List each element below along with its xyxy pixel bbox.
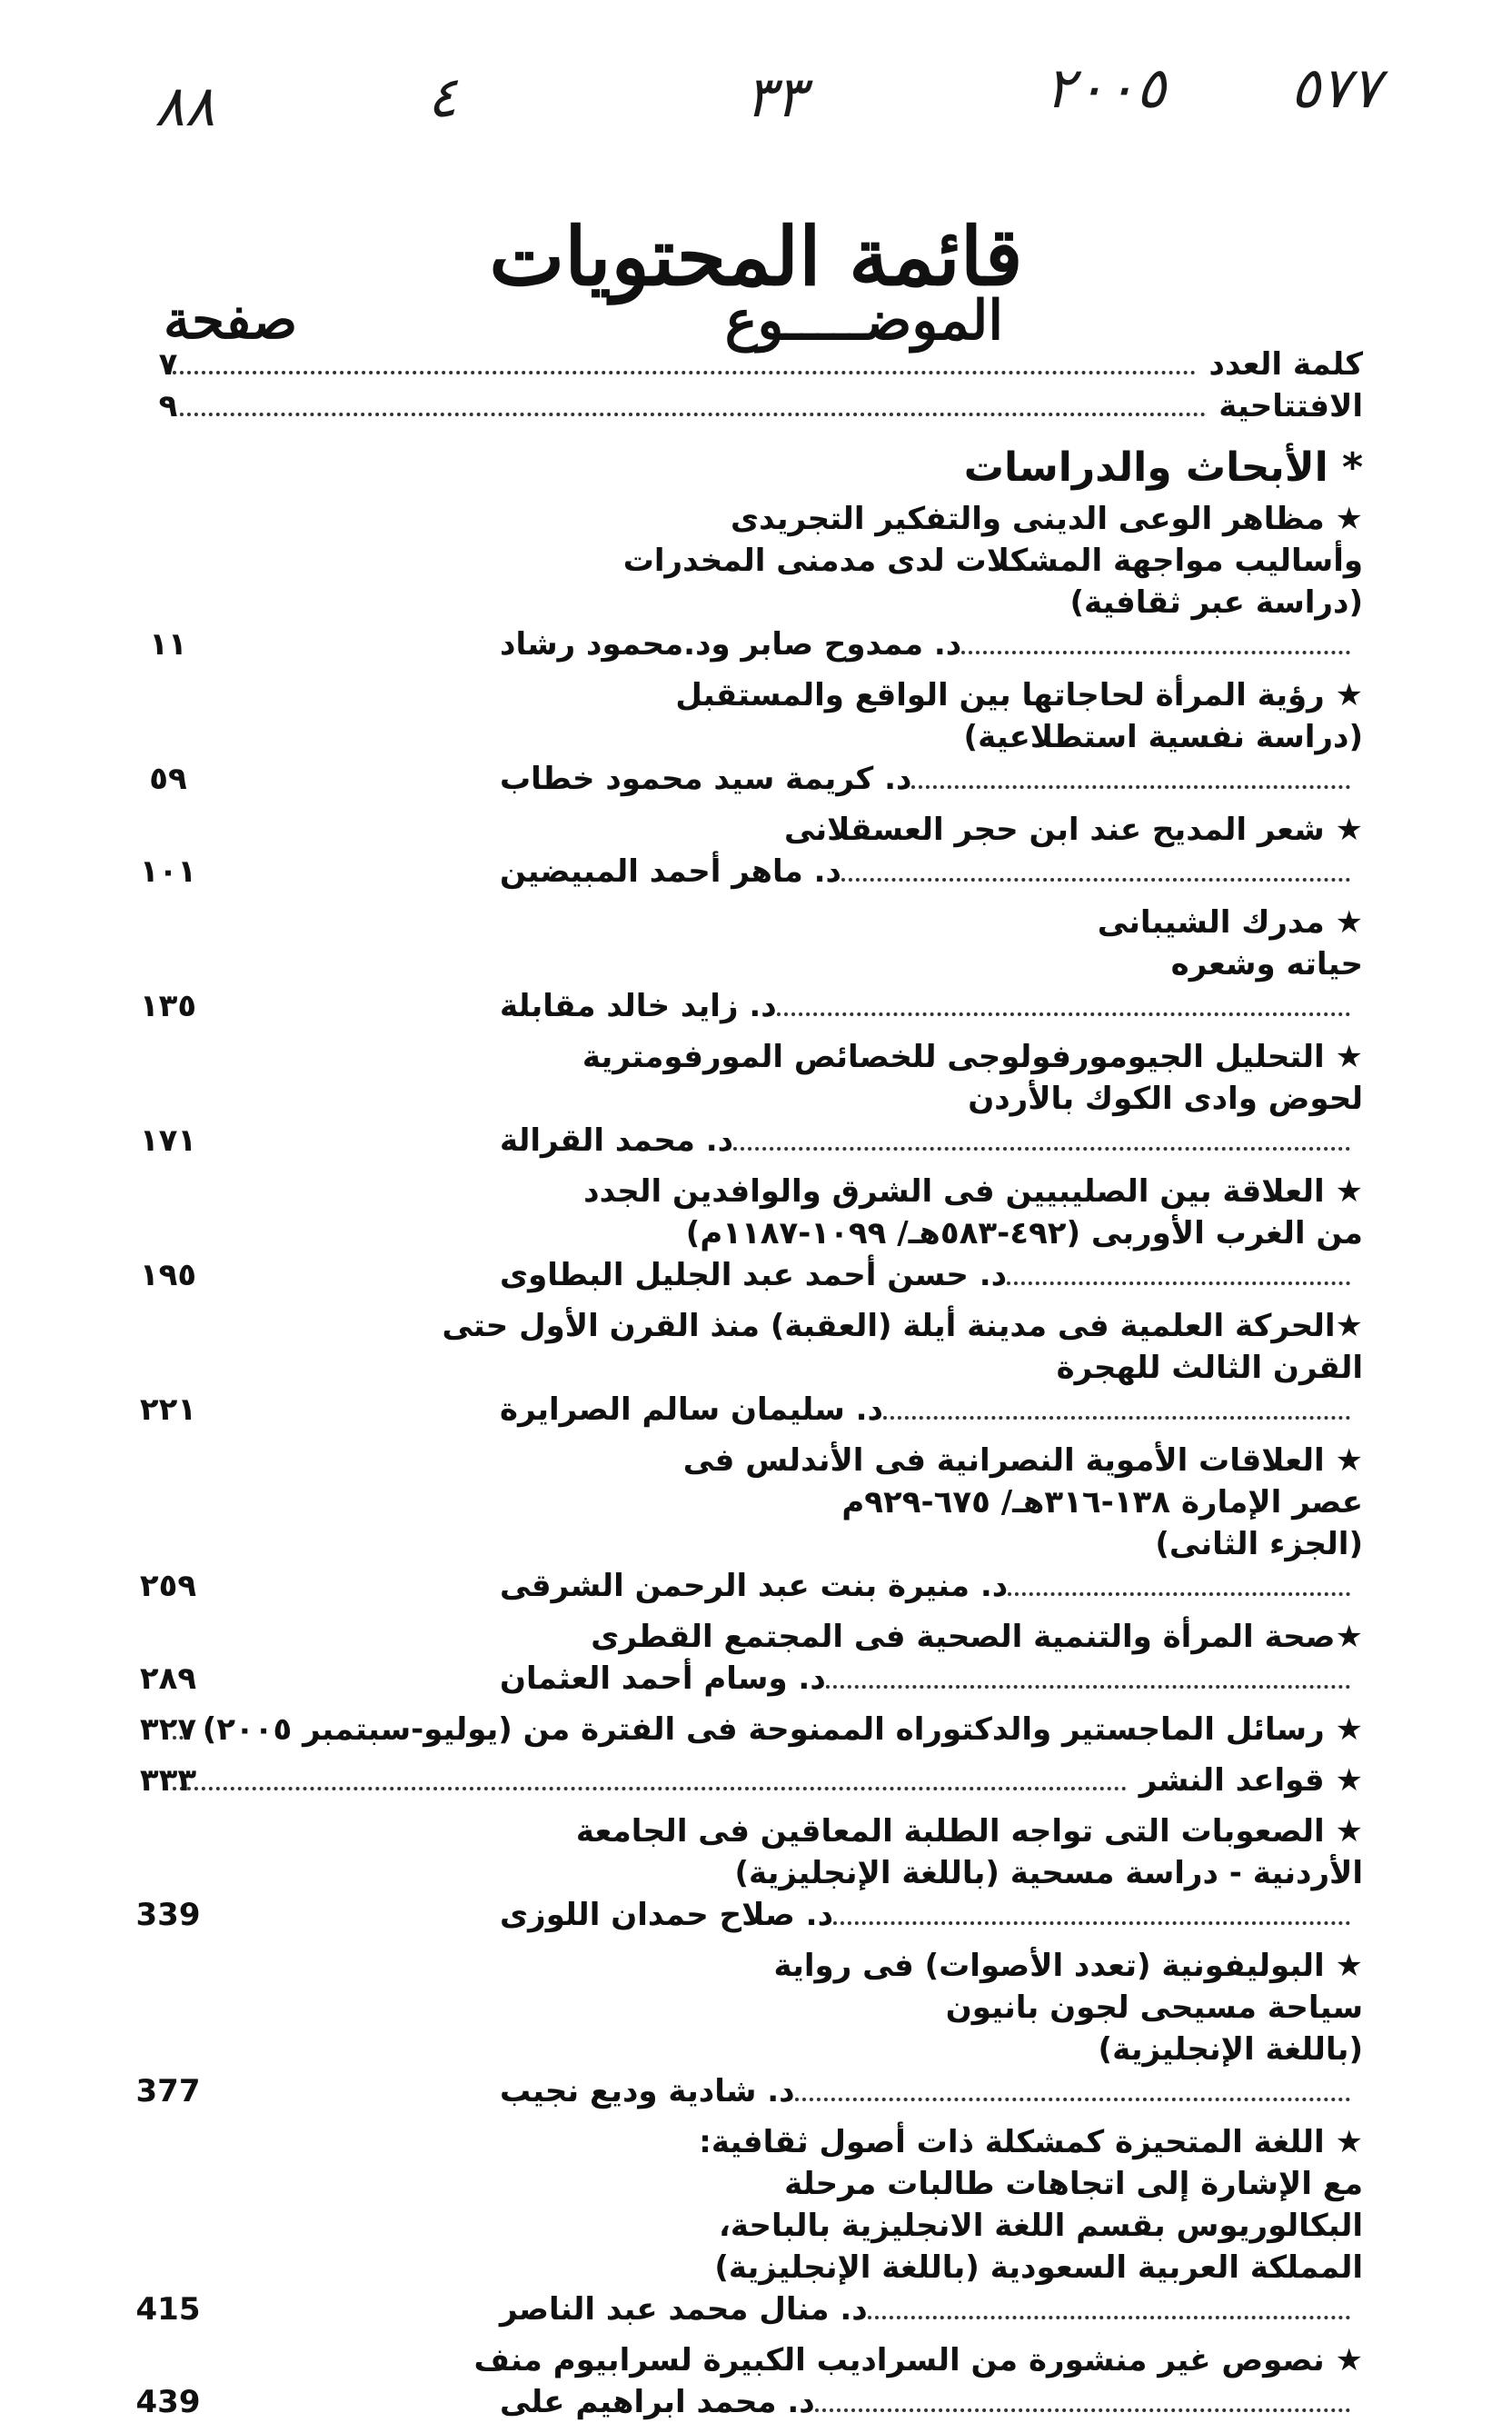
entry-title-line: البكالوريوس بقسم اللغة الانجليزية بالباحة، [719,2208,1363,2244]
entry-title-line: ★ رسائل الماجستير والدكتوراه الممنوحة فى الفترة من (يوليو-سبتمبر ٢٠٠٥) [202,1711,1363,1748]
entry-title-line: ★ الصعوبات التى تواجه الطلبة المعاقين فى الجامعة [575,1813,1363,1850]
page-number: ١٩٥ [139,1257,197,1293]
leader-dots [826,1685,1350,1689]
entry-author: د. كريمة سيد محمود خطاب [500,761,912,797]
entry-title-line: عصر الإمارة ١٣٨-٣١٦هـ/ ٦٧٥-٩٢٩م [841,1484,1363,1521]
page-number: 415 [135,2291,201,2328]
hand-note-3: ٣٣ [745,64,806,130]
leader-dots [173,1787,1127,1790]
toc-entry [135,1945,1363,2112]
entry-title-line: سياحة مسيحى لجون بانيون [945,1989,1363,2026]
page-number: 339 [135,1897,201,1933]
page-number: ١٠١ [139,853,197,890]
page-number: 439 [135,2384,201,2420]
entry-title-line: ★ اللغة المتحيزة كمشكلة ذات أصول ثقافية: [699,2124,1363,2160]
entry-title-line: كلمة العدد [1209,346,1363,383]
hand-note-5: ٥٧٧ [1290,55,1381,121]
entry-title-line: (باللغة الإنجليزية) [1098,2031,1363,2068]
page-number: ٢٥٩ [139,1568,197,1604]
entry-title-line: الأردنية - دراسة مسحية (باللغة الإنجليزية) [734,1855,1363,1891]
entry-title-line: ★ التحليل الجيومورفولوجى للخصائص المورفومترية [582,1039,1363,1075]
entry-title-line: ★ مدرك الشيبانى [1097,904,1363,941]
page-number: ٥٩ [149,761,187,797]
leader-dots [883,1416,1350,1420]
page-number: ٢٨٩ [139,1660,197,1697]
entry-title-line: الافتتاحية [1219,388,1363,424]
entry-title-line: وأساليب مواجهة المشكلات لدى مدمنى المخدرات [622,543,1363,579]
page-number: ٣٢٧ [139,1711,197,1748]
entry-title-line: القرن الثالث للهجرة [1056,1350,1363,1386]
entry-title-line: المملكة العربية السعودية (باللغة الإنجليزية) [714,2249,1363,2286]
leader-dots [1008,1592,1350,1596]
leader-dots [777,1012,1350,1016]
leader-dots [173,413,1206,416]
entry-title-line: ★الحركة العلمية فى مدينة أيلة (العقبة) منذ القرن الأول حتى [442,1308,1363,1344]
entry-title-line: ★ مظاهر الوعى الدينى والتفكير التجريدى [730,501,1363,537]
entry-title-line: ★صحة المرأة والتنمية الصحية فى المجتمع القطرى [591,1619,1363,1655]
leader-dots [815,2408,1350,2412]
toc-entry [149,498,1363,665]
entry-title-line: (الجزء الثانى) [1155,1526,1363,1562]
entry-title-line: ★ البوليفونية (تعدد الأصوات) فى رواية [773,1948,1363,1984]
page-number: ٣٣٣ [139,1762,197,1799]
entry-title-line: حياته وشعره [1170,946,1363,982]
toc-entry [139,1305,1363,1431]
entry-title-line: ★ العلاقات الأموية النصرانية فى الأندلس فى [682,1442,1363,1479]
page-number: ٧ [158,346,178,383]
entry-author: د. منال محمد عبد الناصر [500,2291,868,2328]
entry-author: د. حسن أحمد عبد الجليل البطاوى [500,1257,1008,1293]
hand-note-2: ٤ [427,64,458,130]
toc-entry [135,2121,1363,2330]
entry-author: د. زايد خالد مقابلة [500,988,777,1024]
page-number: ٢٢١ [139,1391,197,1428]
entry-author: د. منيرة بنت عبد الرحمن الشرقى [500,1568,1009,1604]
page-number: 377 [135,2073,201,2109]
toc-entry [139,1171,1363,1296]
toc-entry [139,902,1363,1027]
toc-entry [139,809,1363,892]
page-number: ١٣٥ [139,988,197,1024]
leader-dots [961,651,1350,654]
leader-dots [868,2316,1350,2319]
toc-entry [158,344,1363,385]
entry-author: د. صلاح حمدان اللوزى [500,1897,834,1933]
toc-entry [135,2339,1363,2423]
leader-dots [841,878,1350,882]
toc-entry [158,385,1363,427]
leader-dots [173,371,1196,374]
leader-dots [1007,1281,1350,1285]
page-title: قائمة المحتويات [489,209,1023,304]
leader-dots [911,785,1350,789]
page-column-header: صفحة [164,289,298,351]
entry-title-line: ★ رؤية المرأة لحاجاتها بين الواقع والمستقبل [675,677,1363,713]
toc-entry [139,1760,1363,1801]
entry-title-line: ★ نصوص غير منشورة من السراديب الكبيرة لسرابيوم منف [473,2342,1363,2378]
page-number: ٩ [158,388,178,424]
toc-entry [139,1709,1363,1750]
entry-title-line: (دراسة عبر ثقافية) [1069,584,1363,621]
hand-note-4: ٢٠٠٥ [1045,55,1167,121]
section-heading: * الأبحاث والدراسات [963,444,1363,491]
leader-dots [795,2098,1350,2101]
entry-author: د. ممدوح صابر ود.محمود رشاد [500,626,962,663]
entry-title-line: مع الإشارة إلى اتجاهات طالبات مرحلة [784,2166,1363,2202]
entry-title-line: لحوض وادى الكوك بالأردن [968,1081,1363,1117]
entry-author: د. شادية وديع نجيب [500,2073,795,2109]
leader-dots [733,1147,1350,1151]
toc-entry [135,1810,1363,1936]
entry-title-line: ★ العلاقة بين الصليبيين فى الشرق والوافدين الجدد [583,1173,1363,1210]
page-number: ١١ [149,626,187,663]
entry-author: د. ماهر أحمد المبيضين [500,853,841,890]
entry-author: د. محمد القرالة [500,1122,734,1159]
hand-note-1: ٨٨ [154,73,215,139]
topic-column-header: الموضـــــوع [724,289,1003,353]
toc-entry [139,1440,1363,1607]
entry-author: د. محمد ابراهيم على [500,2384,815,2420]
entry-title-line: ★ شعر المديح عند ابن حجر العسقلانى [784,812,1363,848]
toc-entry [149,674,1363,800]
entry-author: د. سليمان سالم الصرايرة [500,1391,883,1428]
entry-title-line: (دراسة نفسية استطلاعية) [963,719,1363,755]
entry-author: د. وسام أحمد العثمان [500,1660,826,1697]
entry-title-line: ★ قواعد النشر [1139,1762,1363,1799]
handwritten-annotations [0,55,1512,182]
toc-entry [139,1616,1363,1700]
toc-entry [139,1036,1363,1162]
leader-dots [833,1921,1350,1925]
page-number: ١٧١ [139,1122,197,1159]
toc-list [135,344,1363,2423]
entry-title-line: من الغرب الأوربى (٤٩٢-٥٨٣هـ/ ١٠٩٩-١١٨٧م) [685,1215,1363,1251]
